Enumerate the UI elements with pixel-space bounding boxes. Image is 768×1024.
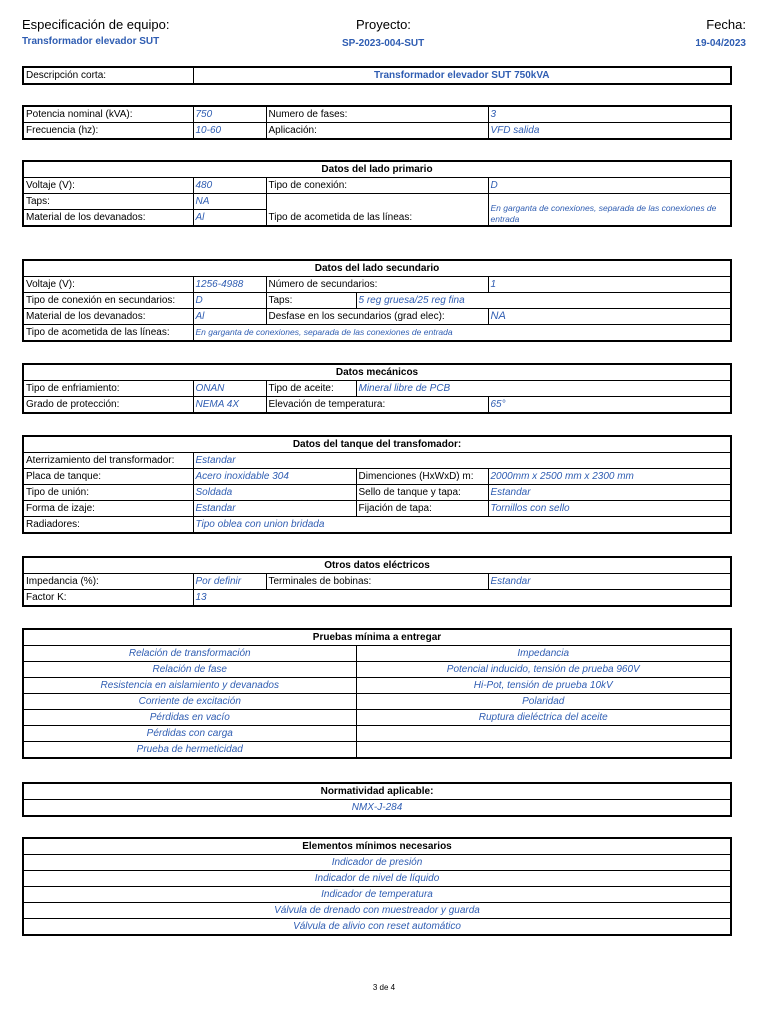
secondary-connection-label: Tipo de conexión en secundarios: bbox=[23, 293, 193, 309]
test-item: Pérdidas en vacío bbox=[23, 710, 356, 726]
application-label: Aplicación: bbox=[266, 123, 488, 140]
mechanical-table bbox=[22, 363, 732, 414]
secondary-count-label: Número de secundarios: bbox=[266, 277, 488, 293]
terminals-label: Terminales de bobinas: bbox=[266, 574, 488, 590]
test-item: Pérdidas con carga bbox=[23, 726, 356, 742]
application-value: VFD salida bbox=[488, 123, 731, 140]
elements-table bbox=[22, 837, 732, 936]
primary-taps-value: NA bbox=[193, 194, 266, 210]
tank-table bbox=[22, 435, 732, 534]
project-label: Proyecto: bbox=[356, 17, 411, 32]
tests-title: Pruebas mínima a entregar bbox=[23, 629, 731, 646]
oil-label: Tipo de aceite: bbox=[266, 381, 356, 397]
project-value: SP-2023-004-SUT bbox=[342, 38, 425, 49]
spec-value: Transformador elevador SUT bbox=[22, 36, 160, 47]
test-item bbox=[356, 742, 731, 759]
secondary-count-value: 1 bbox=[488, 277, 731, 293]
radiators-label: Radiadores: bbox=[23, 517, 193, 534]
secondary-feed-value: En garganta de conexiones, separada de las conexiones de entrada bbox=[193, 325, 731, 342]
test-item: Resistencia en aislamiento y devanados bbox=[23, 678, 356, 694]
spec-label: Especificación de equipo: bbox=[22, 17, 170, 32]
test-item: Prueba de hermeticidad bbox=[23, 742, 356, 759]
tests-table bbox=[22, 628, 732, 759]
primary-feed-label: Tipo de acometida de las líneas: bbox=[266, 210, 488, 227]
cooling-value: ONAN bbox=[193, 381, 266, 397]
description-table bbox=[22, 66, 732, 85]
protection-label: Grado de protección: bbox=[23, 397, 193, 414]
general-table bbox=[22, 105, 732, 140]
impedance-label: Impedancia (%): bbox=[23, 574, 193, 590]
frequency-value: 10-60 bbox=[193, 123, 266, 140]
test-item bbox=[356, 726, 731, 742]
primary-taps-label: Taps: bbox=[23, 194, 193, 210]
k-factor-value: 13 bbox=[193, 590, 731, 607]
date-label: Fecha: bbox=[706, 17, 746, 32]
union-label: Tipo de unión: bbox=[23, 485, 193, 501]
primary-connection-value: D bbox=[488, 178, 731, 194]
primary-winding-value: Al bbox=[193, 210, 266, 227]
grounding-label: Aterrizamiento del transformador: bbox=[23, 453, 193, 469]
electrical-table bbox=[22, 556, 732, 607]
tank-title: Datos del tanque del transfomador: bbox=[23, 436, 731, 453]
primary-voltage-label: Voltaje (V): bbox=[23, 178, 193, 194]
seal-label: Sello de tanque y tapa: bbox=[356, 485, 488, 501]
secondary-winding-value: Al bbox=[193, 309, 266, 325]
element-item: Indicador de temperatura bbox=[23, 887, 731, 903]
cooling-label: Tipo de enfriamiento: bbox=[23, 381, 193, 397]
phases-label: Numero de fases: bbox=[266, 106, 488, 123]
secondary-winding-label: Material de los devanados: bbox=[23, 309, 193, 325]
plate-label: Placa de tanque: bbox=[23, 469, 193, 485]
frequency-label: Frecuencia (hz): bbox=[23, 123, 193, 140]
secondary-taps-label: Taps: bbox=[266, 293, 356, 309]
k-factor-label: Factor K: bbox=[23, 590, 193, 607]
secondary-phase-label: Desfase en los secundarios (grad elec): bbox=[266, 309, 488, 325]
protection-value: NEMA 4X bbox=[193, 397, 266, 414]
test-item: Relación de transformación bbox=[23, 646, 356, 662]
secondary-voltage-label: Voltaje (V): bbox=[23, 277, 193, 293]
secondary-voltage-value: 1256-4988 bbox=[193, 277, 266, 293]
terminals-value: Estandar bbox=[488, 574, 731, 590]
test-item: Corriente de excitación bbox=[23, 694, 356, 710]
page-number: 3 de 4 bbox=[372, 983, 396, 992]
test-item: Relación de fase bbox=[23, 662, 356, 678]
date-value: 19-04/2023 bbox=[695, 38, 746, 49]
element-item: Indicador de presión bbox=[23, 855, 731, 871]
temperature-label: Elevación de temperatura: bbox=[266, 397, 488, 414]
test-item: Impedancia bbox=[356, 646, 731, 662]
norms-value: NMX-J-284 bbox=[23, 800, 731, 817]
empty-cell bbox=[266, 194, 488, 210]
primary-connection-label: Tipo de conexión: bbox=[266, 178, 488, 194]
dimensions-label: Dimenciones (HxWxD) m: bbox=[356, 469, 488, 485]
secondary-connection-value: D bbox=[193, 293, 266, 309]
element-item: Indicador de nivel de líquido bbox=[23, 871, 731, 887]
primary-table bbox=[22, 160, 732, 227]
dimensions-value: 2000mm x 2500 mm x 2300 mm bbox=[488, 469, 731, 485]
primary-voltage-value: 480 bbox=[193, 178, 266, 194]
impedance-value: Por definir bbox=[193, 574, 266, 590]
temperature-value: 65° bbox=[488, 397, 731, 414]
test-item: Polaridad bbox=[356, 694, 731, 710]
secondary-feed-label: Tipo de acometida de las líneas: bbox=[23, 325, 193, 342]
seal-value: Estandar bbox=[488, 485, 731, 501]
elements-title: Elementos mínimos necesarios bbox=[23, 838, 731, 855]
phases-value: 3 bbox=[488, 106, 731, 123]
lid-fixing-value: Tornillos con sello bbox=[488, 501, 731, 517]
power-label: Potencia nominal (kVA): bbox=[23, 106, 193, 123]
norms-title: Normatividad aplicable: bbox=[23, 783, 731, 800]
plate-value: Acero inoxidable 304 bbox=[193, 469, 356, 485]
test-item: Potencial inducido, tensión de prueba 960V bbox=[356, 662, 731, 678]
secondary-title: Datos del lado secundario bbox=[23, 260, 731, 277]
lid-fixing-label: Fijación de tapa: bbox=[356, 501, 488, 517]
secondary-table bbox=[22, 259, 732, 342]
test-item: Hi-Pot, tensión de prueba 10kV bbox=[356, 678, 731, 694]
grounding-value: Estandar bbox=[193, 453, 731, 469]
desc-value: Transformador elevador SUT 750kVA bbox=[193, 67, 731, 84]
mechanical-title: Datos mecánicos bbox=[23, 364, 731, 381]
lift-value: Estandar bbox=[193, 501, 356, 517]
desc-label: Descripción corta: bbox=[23, 67, 193, 84]
primary-winding-label: Material de los devanados: bbox=[23, 210, 193, 227]
secondary-taps-value: 5 reg gruesa/25 reg fina bbox=[356, 293, 731, 309]
primary-title: Datos del lado primario bbox=[23, 161, 731, 178]
primary-feed-value: En garganta de conexiones, separada de las conexiones de entrada bbox=[488, 194, 731, 227]
norms-table bbox=[22, 782, 732, 817]
union-value: Soldada bbox=[193, 485, 356, 501]
lift-label: Forma de izaje: bbox=[23, 501, 193, 517]
secondary-phase-value: NA bbox=[488, 309, 731, 325]
element-item: Válvula de drenado con muestreador y guarda bbox=[23, 903, 731, 919]
radiators-value: Tipo oblea con union bridada bbox=[193, 517, 731, 534]
test-item: Ruptura dieléctrica del aceite bbox=[356, 710, 731, 726]
oil-value: Mineral libre de PCB bbox=[356, 381, 731, 397]
electrical-title: Otros datos eléctricos bbox=[23, 557, 731, 574]
power-value: 750 bbox=[193, 106, 266, 123]
element-item: Válvula de alivio con reset automático bbox=[23, 919, 731, 936]
